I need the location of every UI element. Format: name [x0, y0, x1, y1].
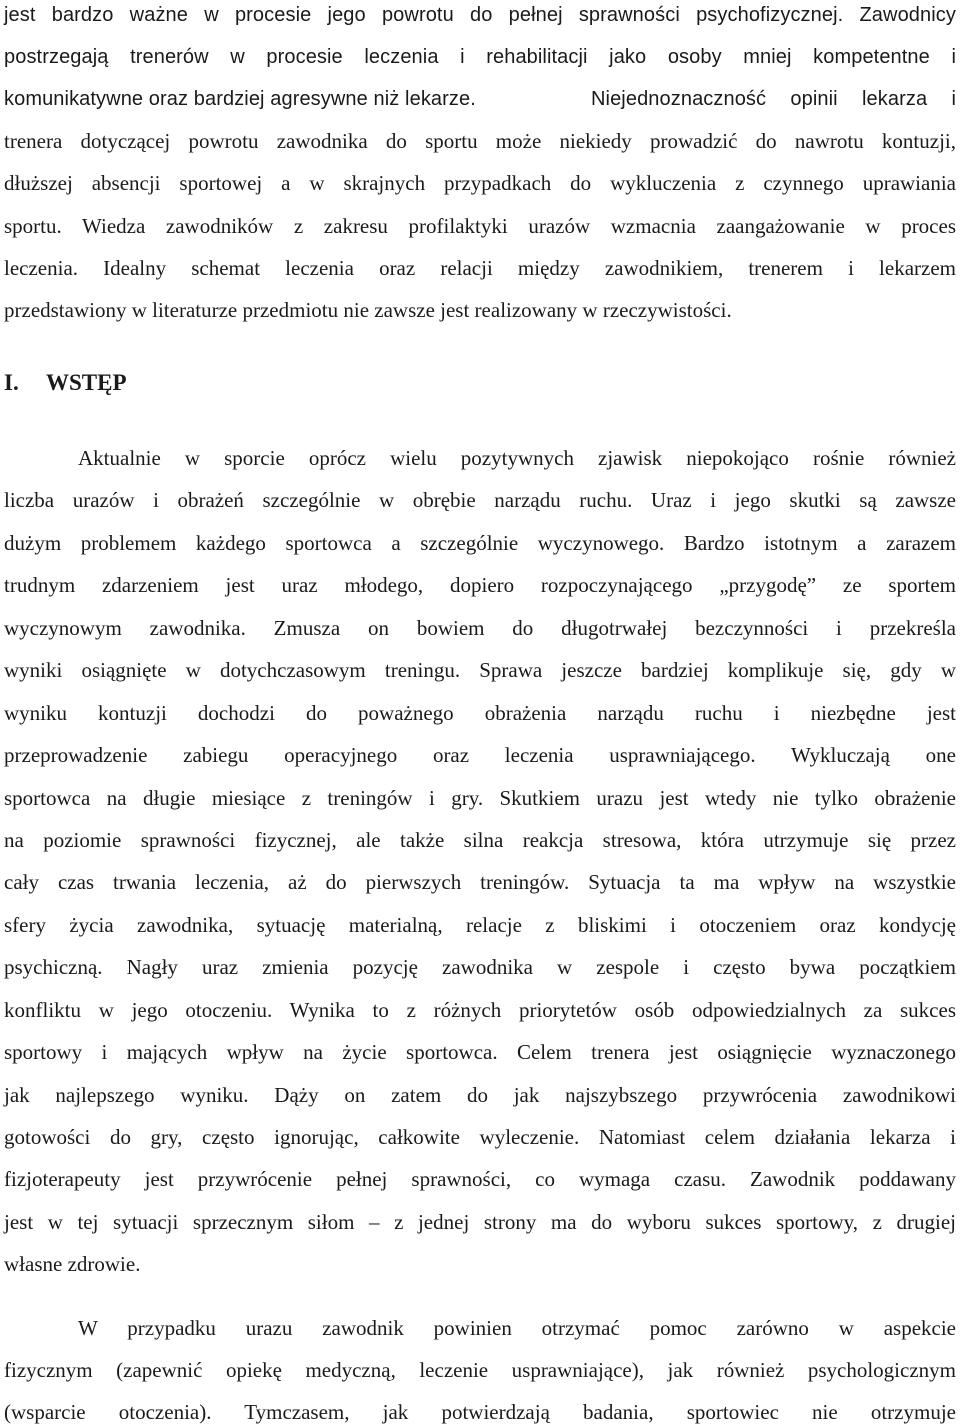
text-line: jest w tej sytuacji sprzecznym siłom – z jednej strony ma do wyboru sukces sportowy, z drugiej	[4, 1210, 956, 1234]
text-line: konfliktu w jego otoczeniu. Wynika to z różnych priorytetów osób odpowiedzialnych za sukces	[4, 998, 956, 1022]
text-line: dłuższej absencji sportowej a w skrajnych przypadkach do wykluczenia z czynnego uprawiania	[4, 171, 956, 195]
text-line: cały czas trwania leczenia, aż do pierwszych treningów. Sytuacja ta ma wpływ na wszystkie	[4, 870, 956, 894]
section-heading	[4, 365, 127, 401]
text-line: leczenia. Idealny schemat leczenia oraz relacji między zawodnikiem, trenerem i lekarzem	[4, 256, 956, 280]
text-line: przedstawiony w literaturze przedmiotu nie zawsze jest realizowany w rzeczywistości.	[4, 298, 732, 322]
section-number: I.	[4, 370, 19, 395]
text-line: sportowy i mających wpływ na życie sportowca. Celem trenera jest osiągnięcie wyznaczonego	[4, 1040, 956, 1064]
text-line: fizycznym (zapewnić opiekę medyczną, leczenie usprawniające), jak również psychologicznym	[4, 1358, 956, 1382]
text-line: wyniki osiągnięte w dotychczasowym treningu. Sprawa jeszcze bardziej komplikuje się, gdy w	[4, 658, 956, 682]
text-line: dużym problemem każdego sportowca a szczególnie wyczynowego. Bardzo istotnym a zarazem	[4, 531, 956, 555]
text-line: psychiczną. Nagły uraz zmienia pozycję zawodnika w zespole i często bywa początkiem	[4, 955, 956, 979]
text-line: W przypadku urazu zawodnik powinien otrzymać pomoc zarówno w aspekcie	[78, 1316, 956, 1340]
text-line: trenera dotyczącej powrotu zawodnika do sportu może niekiedy prowadzić do nawrotu kontuzji,	[4, 129, 956, 153]
text-line: Niejednoznaczność opinii lekarza i	[591, 88, 956, 110]
text-line: własne zdrowie.	[4, 1252, 141, 1276]
text-line: postrzegają trenerów w procesie leczenia i rehabilitacji jako osoby mniej kompetentne i	[4, 46, 956, 68]
text-line: jak najlepszego wyniku. Dąży on zatem do jak najszybszego przywrócenia zawodnikowi	[4, 1083, 956, 1107]
section-title: WSTĘP	[46, 370, 127, 395]
text-line: gotowości do gry, często ignorując, całkowite wyleczenie. Natomiast celem działania lekarza i	[4, 1125, 956, 1149]
text-line: sportu. Wiedza zawodników z zakresu profilaktyki urazów wzmacnia zaangażowanie w proces	[4, 214, 956, 238]
document-page	[4, 0, 956, 1428]
text-line: liczba urazów i obrażeń szczególnie w obrębie narządu ruchu. Uraz i jego skutki są zawsze	[4, 488, 956, 512]
text-line: wyczynowym zawodnika. Zmusza on bowiem do długotrwałej bezczynności i przekreśla	[4, 616, 956, 640]
text-line: na poziomie sprawności fizycznej, ale także silna reakcja stresowa, która utrzymuje się przez	[4, 828, 956, 852]
text-line: przeprowadzenie zabiegu operacyjnego oraz leczenia usprawniającego. Wykluczają one	[4, 743, 956, 767]
text-line: (wsparcie otoczenia). Tymczasem, jak potwierdzają badania, sportowiec nie otrzymuje	[4, 1400, 956, 1424]
text-line: wyniku kontuzji dochodzi do poważnego obrażenia narządu ruchu i niezbędne jest	[4, 701, 956, 725]
text-line: sfery życia zawodnika, sytuację materialną, relacje z bliskimi i otoczeniem oraz kondycję	[4, 913, 956, 937]
text-line: jest bardzo ważne w procesie jego powrotu do pełnej sprawności psychofizycznej. Zawodnicy	[4, 4, 956, 26]
text-line: trudnym zdarzeniem jest uraz młodego, dopiero rozpoczynającego „przygodę” ze sportem	[4, 573, 956, 597]
text-line: sportowca na długie miesiące z treningów i gry. Skutkiem urazu jest wtedy nie tylko obrażenie	[4, 786, 956, 810]
text-line: komunikatywne oraz bardziej agresywne niż lekarze.	[4, 88, 476, 110]
text-line: fizjoterapeuty jest przywrócenie pełnej sprawności, co wymaga czasu. Zawodnik poddawany	[4, 1167, 956, 1191]
text-line: Aktualnie w sporcie oprócz wielu pozytywnych zjawisk niepokojąco rośnie również	[78, 446, 956, 470]
